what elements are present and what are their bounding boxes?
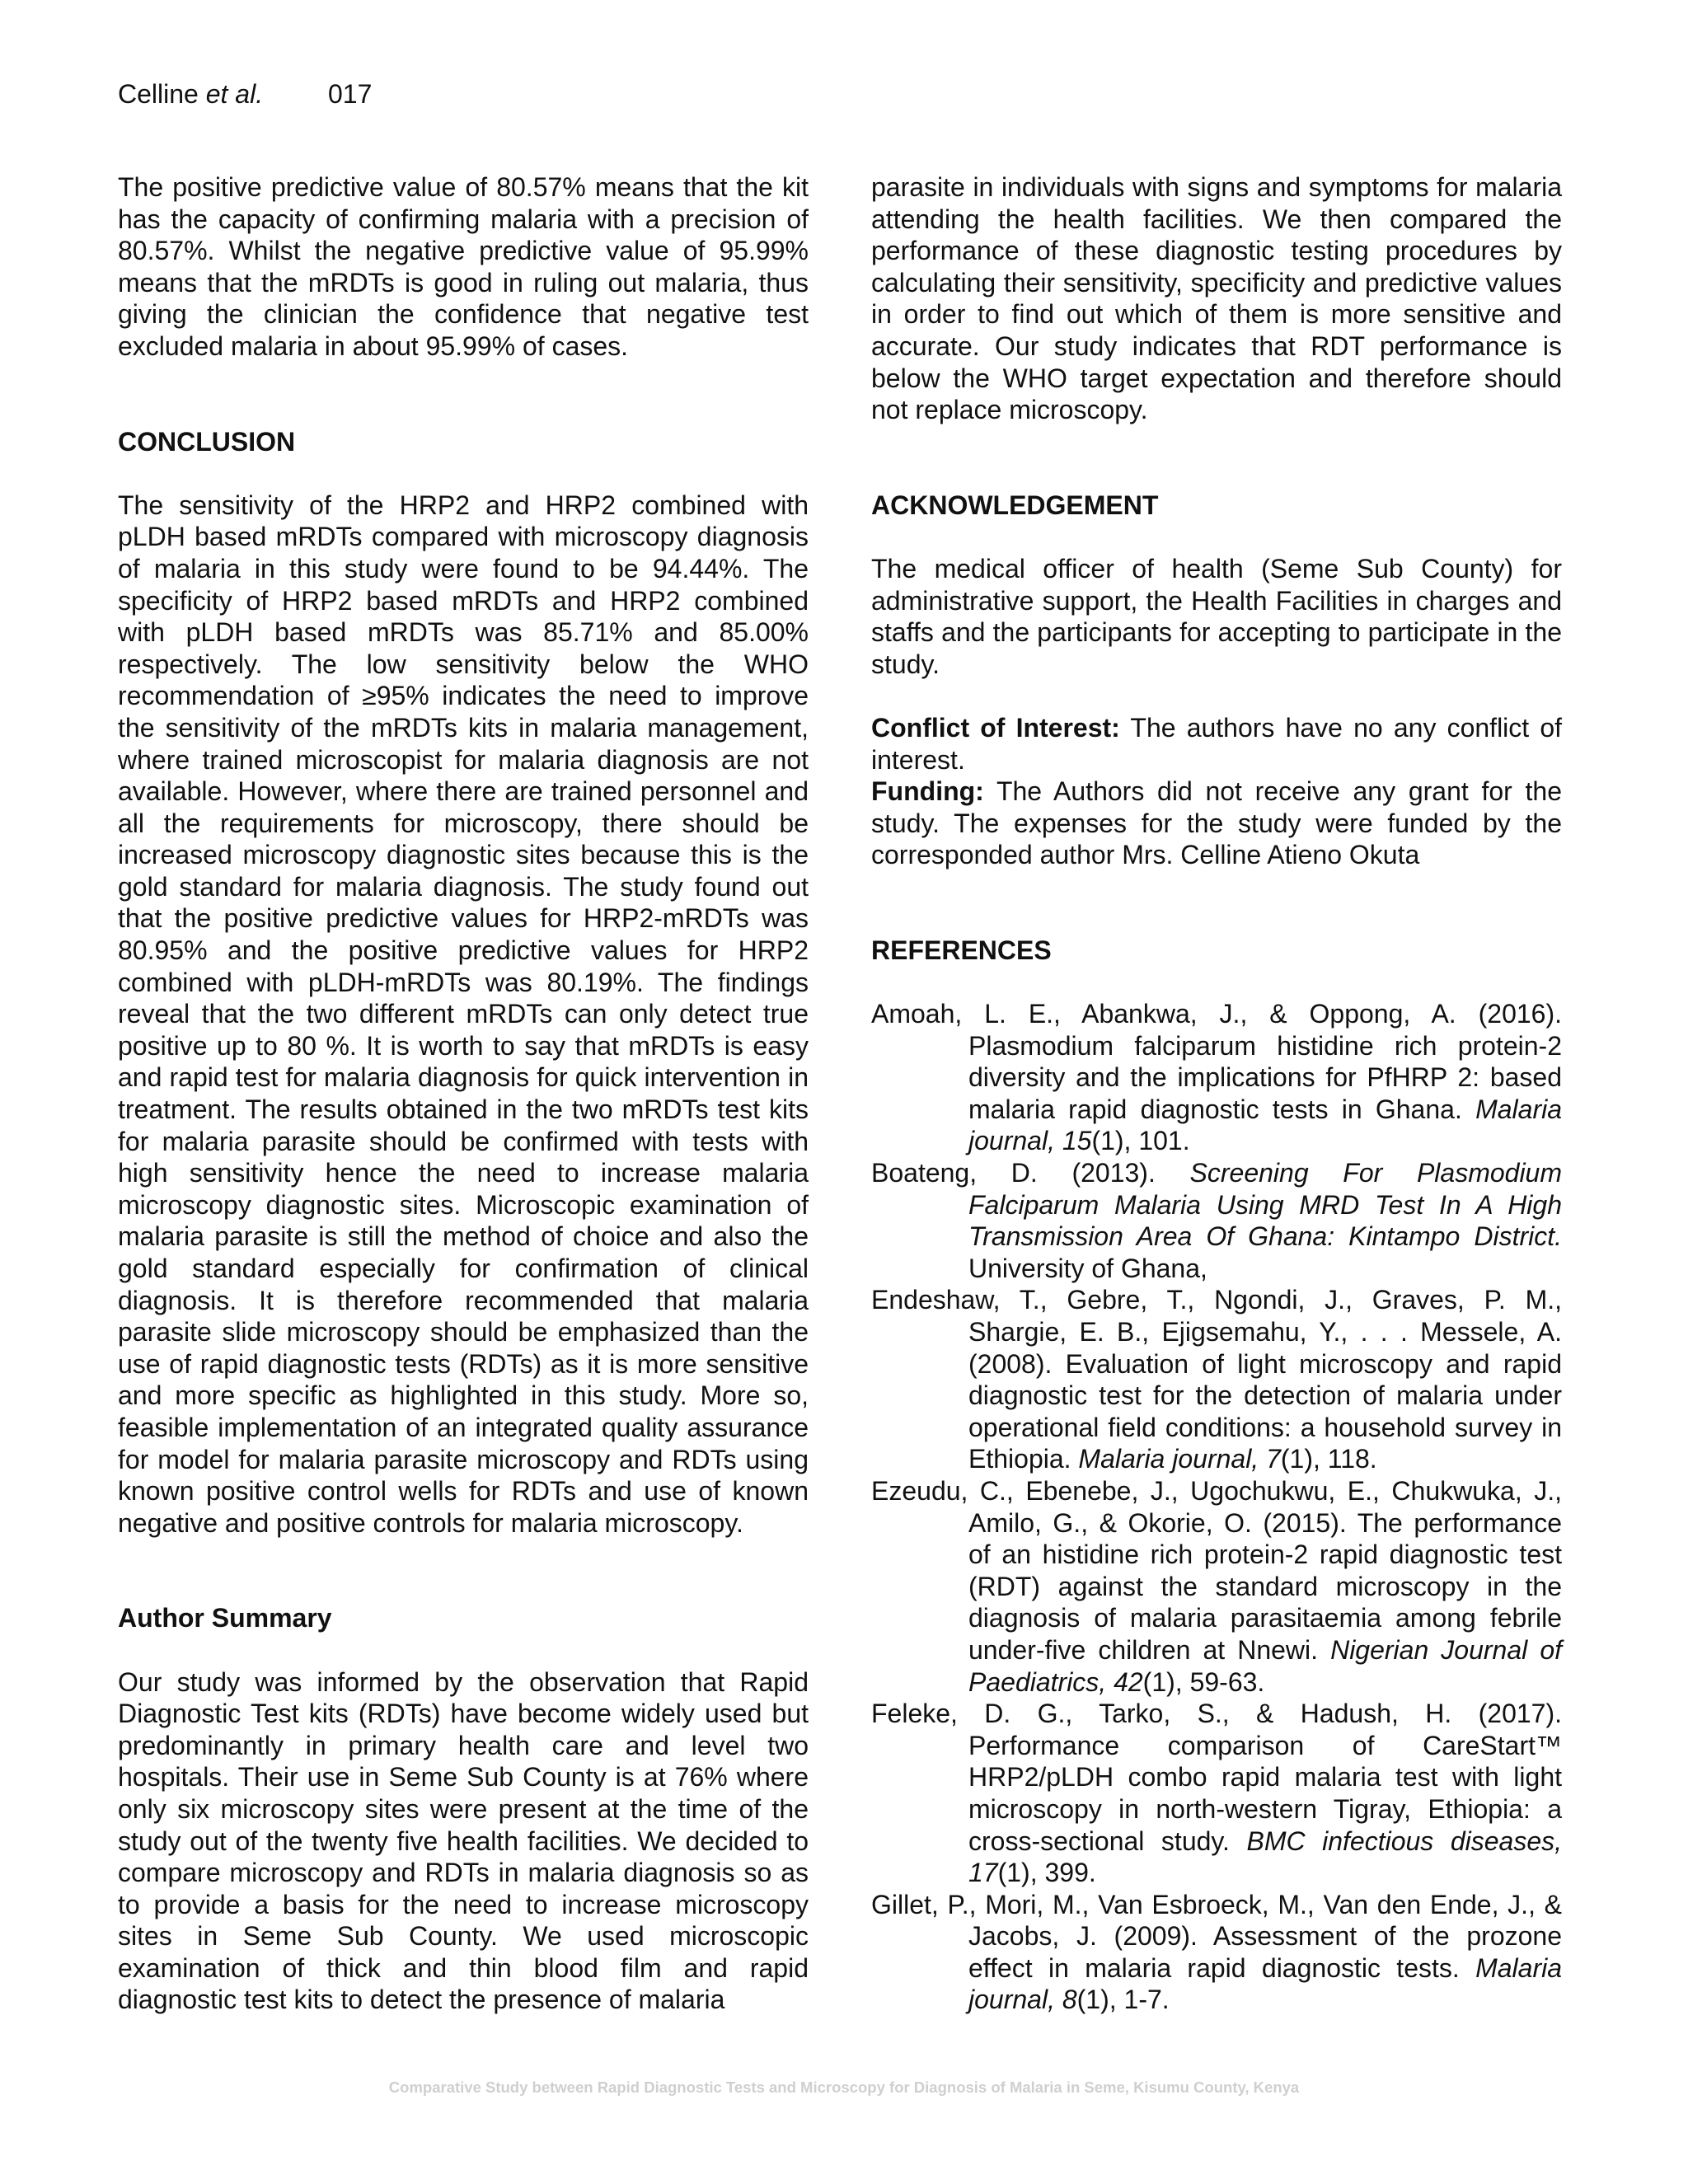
funding-label: Funding:	[871, 776, 984, 807]
acknowledgement-paragraph: The medical officer of health (Seme Sub County) for administrative support, the Health Facilities in charges and staffs and the participants for accepting to participate in the study.	[871, 553, 1562, 679]
running-author: Celline	[118, 79, 199, 109]
conclusion-heading: CONCLUSION	[118, 426, 296, 457]
right-column	[871, 171, 1562, 2016]
author-summary-paragraph: Our study was informed by the observation that Rapid Diagnostic Test kits (RDTs) have become widely used but predominantly in primary health care and level two hospitals. Their use in Seme Sub County is at 76% where only six microscopy sites were present at the time of the study out of the twenty five health facilities. We decided to compare microscopy and RDTs in malaria diagnosis so as to provide a basis for the need to increase microscopy sites in Seme Sub County. We used microscopic examination of thick and thin blood film and rapid diagnostic test kits to detect the presence of malaria	[118, 1666, 809, 2015]
author-summary-heading: Author Summary	[118, 1603, 332, 1633]
left-column	[118, 171, 809, 2016]
page-footer: Comparative Study between Rapid Diagnostic Tests and Microscopy for Diagnosis of Malaria in Seme, Kisumu County, Kenya	[388, 2079, 1300, 2096]
references-heading: REFERENCES	[871, 935, 1052, 965]
funding-text: The Authors did not receive any grant for the study. The expenses for the study were funded by the corresponded author Mrs. Celline Atieno Okuta	[871, 776, 1562, 870]
reference-item: Feleke, D. G., Tarko, S., & Hadush, H. (2017). Performance comparison of CareStart™ HRP2/pLDH combo rapid malaria test with light microscopy in north-western Tigray, Ethiopia: a cross-sectional study. BMC infectious diseases, 17(1), 399.	[871, 1699, 1563, 1888]
page-header	[118, 77, 372, 110]
reference-list	[871, 998, 1562, 2016]
reference-item: Ezeudu, C., Ebenebe, J., Ugochukwu, E., Chukwuka, J., Amilo, G., & Okorie, O. (2015). The performance of an histidine rich protein-2 rapid diagnostic test (RDT) against the standard microscopy in the diagnosis of malaria parasitaemia among febrile under-five children at Nnewi. Nigerian Journal of Paediatrics, 42(1), 59-63.	[871, 1475, 1562, 1697]
page-number: 017	[327, 79, 373, 109]
reference-item: Amoah, L. E., Abankwa, J., & Oppong, A. (2016). Plasmodium falciparum histidine rich protein-2 diversity and the implications for PfHRP 2: based malaria rapid diagnostic tests in Ghana. Malaria journal, 15(1), 101.	[871, 999, 1562, 1156]
conflict-text: The authors have no any conflict of interest.	[871, 712, 1563, 775]
conclusion-paragraph: The sensitivity of the HRP2 and HRP2 combined with pLDH based mRDTs compared with microscopy diagnosis of malaria in this study were found to be 94.44%. The specificity of HRP2 based mRDTs and HRP2 combined with pLDH based mRDTs was 85.71% and 85.00% respectively. The low sensitivity below the WHO recommendation of ≥95% indicates the need to improve the sensitivity of the mRDTs kits in malaria management, where trained microscopist for malaria diagnosis are not available. However, where there are trained personnel and all the requirements for microscopy, there should be increased microscopy diagnostic sites because this is the gold standard for malaria diagnosis. The study found out that the positive predictive values for HRP2-mRDTs was 80.95% and the positive predictive values for HRP2 combined with pLDH-mRDTs was 80.19%. The findings reveal that the two different mRDTs can only detect true positive up to 80 %. It is worth to say that mRDTs is easy and rapid test for malaria diagnosis for quick intervention in treatment. The results obtained in the two mRDTs test kits for malaria parasite should be confirmed with tests with high sensitivity hence the need to increase malaria microscopy diagnostic sites. Microscopic examination of malaria parasite is still the method of choice and also the gold standard especially for confirmation of clinical diagnosis. It is therefore recommended that malaria parasite slide microscopy should be emphasized than the use of rapid diagnostic tests (RDTs) as it is more sensitive and more specific as highlighted in this study. More so, feasible implementation of an integrated quality assurance for model for malaria parasite microscopy and RDTs using known positive control wells for RDTs and use of known negative and positive controls for malaria microscopy.	[118, 490, 809, 1538]
funding-paragraph	[871, 776, 1562, 871]
acknowledgement-heading: ACKNOWLEDGEMENT	[871, 490, 1159, 520]
conflict-label: Conflict of Interest:	[871, 712, 1120, 743]
reference-item: Boateng, D. (2013). Screening For Plasmodium Falciparum Malaria Using MRD Test In A High Transmission Area Of Ghana: Kintampo District. University of Ghana,	[871, 1158, 1563, 1283]
ppv-paragraph: The positive predictive value of 80.57% means that the kit has the capacity of confirming malaria with a precision of 80.57%. Whilst the negative predictive value of 95.99% means that the mRDTs is good in ruling out malaria, thus giving the clinician the confidence that negative test excluded malaria in about 95.99% of cases.	[118, 172, 809, 361]
running-author-etal: et al.	[205, 79, 264, 109]
conflict-of-interest-paragraph	[871, 712, 1562, 776]
reference-item: Endeshaw, T., Gebre, T., Ngondi, J., Graves, P. M., Shargie, E. B., Ejigsemahu, Y., . . . Messele, A. (2008). Evaluation of light microscopy and rapid diagnostic test for the detection of malaria under operational field conditions: a household survey in Ethiopia. Malaria journal, 7(1), 118.	[871, 1285, 1562, 1474]
reference-item: Gillet, P., Mori, M., Van Esbroeck, M., Van den Ende, J., & Jacobs, J. (2009). Assessment of the prozone effect in malaria rapid diagnostic tests. Malaria journal, 8(1), 1-7.	[871, 1889, 1562, 2015]
author-summary-continued: parasite in individuals with signs and symptoms for malaria attending the health facilities. We then compared the performance of these diagnostic testing procedures by calculating their sensitivity, specificity and predictive values in order to find out which of them is more sensitive and accurate. Our study indicates that RDT performance is below the WHO target expectation and therefore should not replace microscopy.	[871, 172, 1562, 425]
